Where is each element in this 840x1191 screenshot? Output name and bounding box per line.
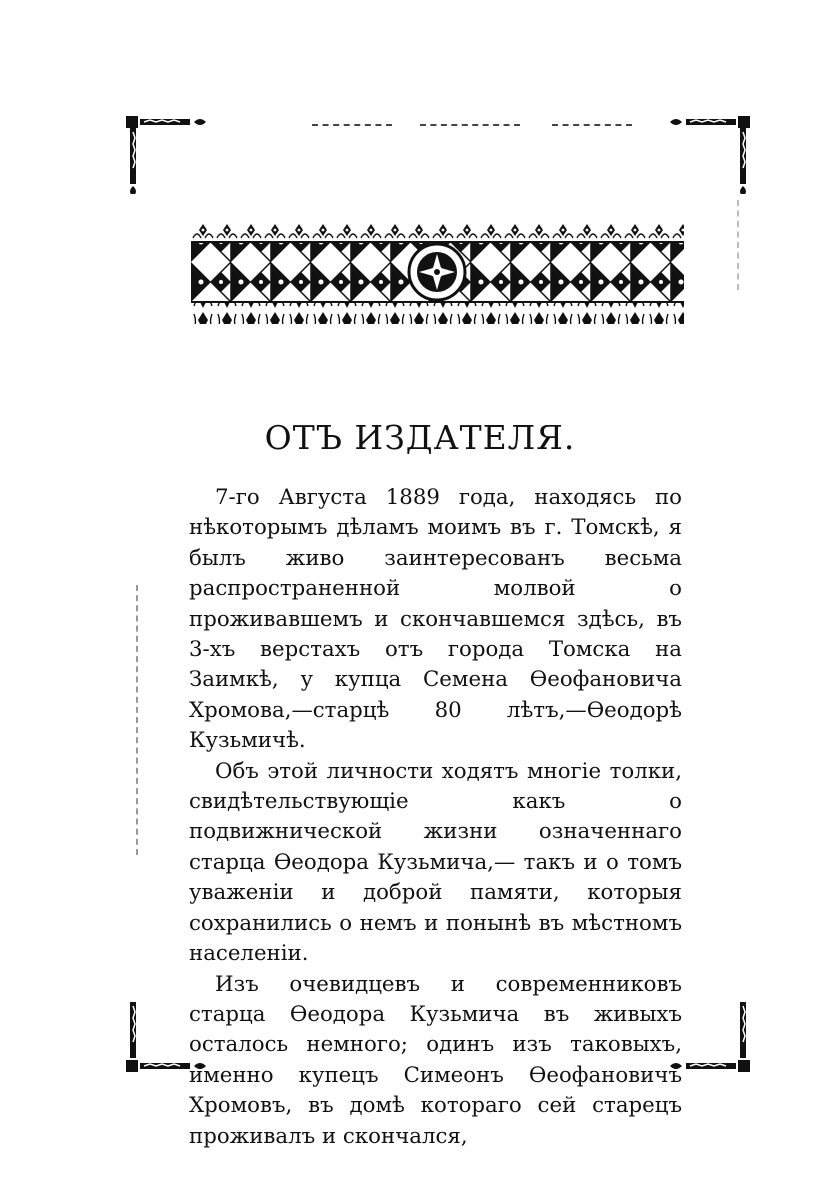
corner-flourish-icon (124, 114, 214, 194)
body-text (189, 483, 682, 1152)
top-dashed-rule-left (312, 124, 392, 128)
top-dashed-rule-center (420, 124, 520, 128)
right-margin-dash (737, 200, 741, 290)
corner-flourish-icon (662, 114, 752, 194)
paragraph: Изъ очевидцевъ и современниковъ старца Ѳеодора Кузьмича въ живыхъ осталось немного; одинъ изъ таковыхъ, именно купецъ Симеонъ Ѳеофановичъ Хромовъ, въ домѣ котораго сей старецъ проживалъ и скончался, (189, 971, 682, 1149)
paragraph: 7-го Августа 1889 года, находясь по нѣкоторымъ дѣламъ моимъ въ г. Томскѣ, я былъ живо заинтересованъ весьма распространенной молвой о проживавшемъ и скончавшемся здѣсь, въ 3-хъ верстахъ отъ города Томска на Заимкѣ, у купца Семена Ѳеофановича Хромова,—старцѣ 80 лѣтъ,—Ѳеодорѣ Кузьмичѣ. (189, 485, 682, 754)
decorative-headpiece-band (191, 222, 684, 326)
top-dashed-rule-right (552, 124, 632, 128)
paragraph: Объ этой личности ходятъ многіе толки, свидѣтельствующіе какъ о подвижнической жизни означеннаго старца Ѳеодора Кузьмича,— такъ и о томъ уваженіи и доброй памяти, которыя сохранились о немъ и понынѣ въ мѣстномъ населеніи. (189, 758, 682, 967)
rosette-icon (409, 244, 465, 300)
left-margin-dash (136, 585, 140, 855)
page-title: ОТЪ ИЗДАТЕЛЯ. (264, 418, 576, 457)
